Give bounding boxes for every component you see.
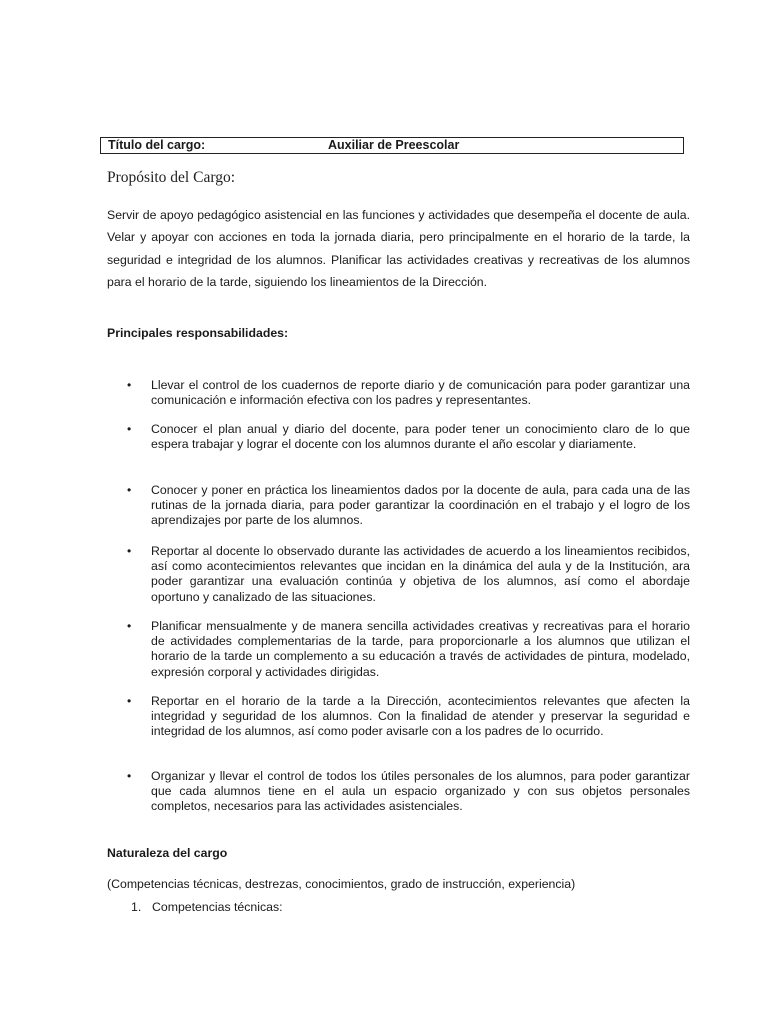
bullet-icon: • (127, 422, 132, 436)
numbered-item-label: Competencias técnicas: (152, 900, 283, 914)
bullet-icon: • (127, 694, 132, 708)
list-item-text: Planificar mensualmente y de manera sencilla actividades creativas y recreativas para el horario de actividades complementarias de la tarde, para proporcionarle a los alumnos que utilizan el horario de la tarde un complemento a su educación a través de actividades de pintura, modelado, expresión corporal y actividades dirigidas. (151, 619, 690, 679)
bullet-icon: • (127, 483, 132, 497)
purpose-heading: Propósito del Cargo: (107, 169, 236, 186)
list-item-text: Reportar en el horario de la tarde a la Dirección, acontecimientos relevantes que afecten la integridad y seguridad de los alumnos. Con la finalidad de atender y preservar la seguridad e integridad de los alumnos, así como poder avisarle con a los padres de lo ocurrido. (151, 694, 690, 739)
list-item-text: Conocer y poner en práctica los lineamientos dados por la docente de aula, para cada una de las rutinas de la jornada diaria, para poder garantizar la coordinación en el trabajo y el logro de los aprendizajes por parte de los alumnos. (151, 483, 690, 528)
list-item-text: Conocer el plan anual y diario del docente, para poder tener un conocimiento claro de lo que espera trabajar y lograr el docente con los alumnos durante el año escolar y diariamente. (151, 422, 690, 452)
nature-heading: Naturaleza del cargo (107, 846, 228, 860)
nature-subtitle: (Competencias técnicas, destrezas, conocimientos, grado de instrucción, experiencia) (107, 877, 576, 891)
responsibilities-heading: Principales responsabilidades: (107, 326, 289, 340)
bullet-icon: • (127, 619, 132, 633)
list-item-text: Llevar el control de los cuadernos de reporte diario y de comunicación para poder garantizar una comunicación e información efectiva con los padres y representantes. (151, 378, 690, 408)
job-title-box (100, 137, 684, 154)
job-title-label: Título del cargo: (108, 138, 206, 152)
bullet-icon: • (127, 378, 132, 392)
list-item-text: Organizar y llevar el control de todos los útiles personales de los alumnos, para poder garantizar que cada alumnos tiene en el aula un espacio organizado y con sus objetos personales completos, necesarios para las actividades asistenciales. (151, 769, 690, 814)
purpose-paragraph: Servir de apoyo pedagógico asistencial en las funciones y actividades que desempeña el docente de aula. Velar y apoyar con acciones en toda la jornada diaria, pero principalmente en el horario de la tarde, la seguridad e integridad de los alumnos. Planificar las actividades creativas y recreativas de los alumnos para el horario de la tarde, siguiendo los lineamientos de la Dirección. (107, 208, 690, 289)
job-title-value: Auxiliar de Preescolar (328, 138, 460, 152)
bullet-icon: • (127, 769, 132, 783)
bullet-icon: • (127, 544, 132, 558)
numbered-item-number: 1. (131, 900, 142, 914)
list-item-text: Reportar al docente lo observado durante las actividades de acuerdo a los lineamientos recibidos, así como acontecimientos relevantes que incidan en la dinámica del aula y de la Institución, ara poder garantizar una evaluación continúa y objetiva de los alumnos, así como el abordaje oportuno y canalizado de las situaciones. (151, 544, 690, 604)
